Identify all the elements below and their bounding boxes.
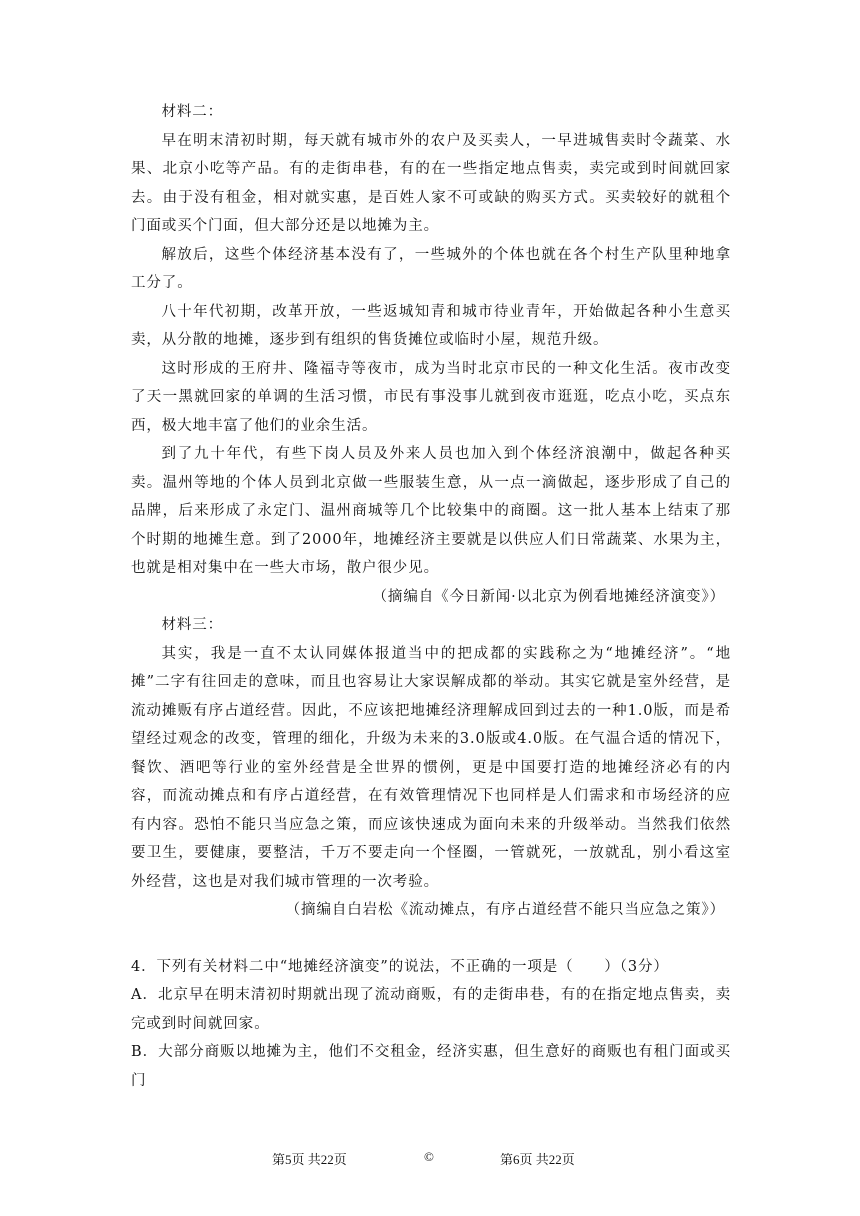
footer-right-page-number: 第6页 共22页 [500,1152,575,1167]
question-4-stem: 4．下列有关材料二中“地摊经济演变”的说法，不正确的一项是（ ）（3分） [131,958,669,975]
material-2-heading: 材料二： [161,104,224,120]
section-spacer [131,925,731,953]
material-3-heading: 材料三： [161,617,224,633]
material-2-paragraph-1: 早在明末清初时期，每天就有城市外的农户及买卖人，一早进城售卖时令蔬菜、水果、北京小吃等产品。有的走街串巷，有的在一些指定地点售卖，卖完或到时间就回家去。由于没有租金，相对就实惠，是百姓人家不可或缺的购买方式。买卖较好的就租个门面或买个门面，但大部分还是以地摊为主。 [131,132,731,234]
question-4-option-a: A．北京早在明末清初时期就出现了流动商贩，有的走街串巷，有的在指定地点售卖，卖完或到时间就回家。 [131,987,731,1032]
document-body [131,98,731,1095]
footer-left-page-number: 第5页 共22页 [272,1152,347,1167]
material-3-paragraph-1: 其实，我是一直不太认同媒体报道当中的把成都的实践称之为“地摊经济”。“地摊”二字有往回走的意味，而且也容易让大家误解成都的举动。其实它就是室外经营，是流动摊贩有序占道经营。因此，不应该把地摊经济理解成回到过去的一种1.0版，而是希望经过观念的改变，管理的细化，升级为未来的3.0版或4.0版。在气温合适的情况下，餐饮、酒吧等行业的室外经营是全世界的惯例，更是中国要打造的地摊经济必有的内容，而流动摊点和有序占道经营，在有效管理情况下也同样是人们需求和市场经济的应有内容。恐怕不能只当应急之策，而应该快速成为面向未来的升级举动。当然我们依然要卫生，要健康，要整洁，千万不要走向一个怪圈，一管就死，一放就乱，别小看这室外经营，这也是对我们城市管理的一次考验。 [131,645,731,890]
material-2-paragraph-4: 这时形成的王府井、隆福寺等夜市，成为当时北京市民的一种文化生活。夜市改变了天一黑就回家的单调的生活习惯，市民有事没事儿就到夜市逛逛，吃点小吃，买点东西，极大地丰富了他们的业余生活。 [131,360,731,434]
question-4-option-b: B．大部分商贩以地摊为主，他们不交租金，经济实惠，但生意好的商贩也有租门面或买门 [131,1044,731,1089]
material-2-source: （摘编自《今日新闻·以北京为例看地摊经济演变》） [372,588,725,605]
material-3-source: （摘编自白岩松《流动摊点，有序占道经营不能只当应急之策》） [285,902,725,918]
material-2-paragraph-5: 到了九十年代，有些下岗人员及外来人员也加入到个体经济浪潮中，做起各种买卖。温州等地的个体人员到北京做一些服装生意，从一点一滴做起，逐步形成了自己的品牌，后来形成了永定门、温州商城等几个比较集中的商圈。这一批人基本上结束了那个时期的地摊生意。到了2000年，地摊经济主要就是以供应人们日常蔬菜、水果为主，也就是相对集中在一些大市场，散户很少见。 [131,446,731,576]
footer-copyright-symbol: © [424,1149,434,1164]
page-footer [0,1149,860,1169]
material-2-paragraph-2: 解放后，这些个体经济基本没有了，一些城外的个体也就在各个村生产队里种地拿工分了。 [131,246,731,291]
material-2-paragraph-3: 八十年代初期，改革开放，一些返城知青和城市待业青年，开始做起各种小生意买卖，从分散的地摊，逐步到有组织的售货摊位或临时小屋，规范升级。 [131,303,731,348]
